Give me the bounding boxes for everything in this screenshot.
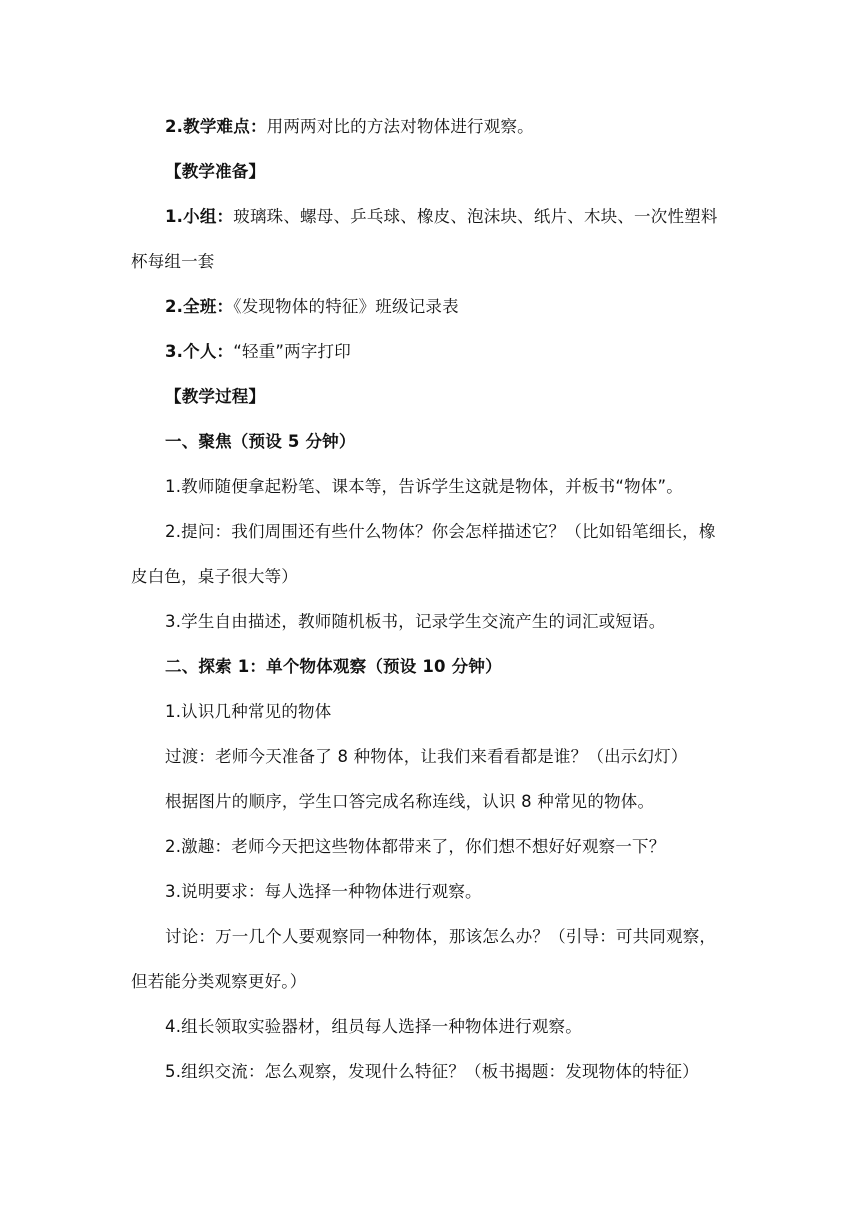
preparation-class-paragraph <box>165 295 459 319</box>
preparation-group-text: 玻璃珠、螺母、乒乓球、橡皮、泡沫块、纸片、木块、一次性塑料 <box>233 207 718 226</box>
preparation-individual-paragraph <box>165 340 351 364</box>
explore-heading: 二、探索 1：单个物体观察（预设 10 分钟） <box>165 657 502 676</box>
difficulty-paragraph <box>165 115 534 139</box>
preparation-individual-label: 3.个人： <box>165 342 234 361</box>
focus-item-1: 1.教师随便拿起粉笔、课本等，告诉学生这就是物体，并板书“物体”。 <box>165 477 683 496</box>
focus-item-3: 3.学生自由描述，教师随机板书，记录学生交流产生的词汇或短语。 <box>165 612 666 631</box>
preparation-group-label: 1.小组： <box>165 207 234 226</box>
preparation-heading: 【教学准备】 <box>165 162 266 181</box>
preparation-group-continuation: 杯每组一套 <box>131 252 215 271</box>
difficulty-label: 2.教学难点： <box>165 117 267 136</box>
preparation-class-label: 2.全班： <box>165 297 234 316</box>
explore-discussion: 讨论：万一几个人要观察同一种物体，那该怎么办？（引导：可共同观察， <box>165 927 717 946</box>
explore-item-2: 2.激趣：老师今天把这些物体都带来了，你们想不想好好观察一下？ <box>165 837 666 856</box>
process-heading: 【教学过程】 <box>165 387 266 406</box>
focus-heading: 一、聚焦（预设 5 分钟） <box>165 432 356 451</box>
preparation-group-paragraph <box>165 205 718 229</box>
explore-transition: 过渡：老师今天准备了 8 种物体，让我们来看看都是谁？（出示幻灯） <box>165 747 688 766</box>
explore-item-4: 4.组长领取实验器材，组员每人选择一种物体进行观察。 <box>165 1017 582 1036</box>
difficulty-text: 用两两对比的方法对物体进行观察。 <box>266 117 534 136</box>
explore-discussion-continuation: 但若能分类观察更好。） <box>131 972 307 991</box>
explore-order: 根据图片的顺序，学生口答完成名称连线，认识 8 种常见的物体。 <box>165 792 655 811</box>
focus-item-2-continuation: 皮白色，桌子很大等） <box>131 567 298 586</box>
explore-item-3: 3.说明要求：每人选择一种物体进行观察。 <box>165 882 482 901</box>
focus-item-2: 2.提问：我们周围还有些什么物体？你会怎样描述它？（比如铅笔细长，橡 <box>165 522 716 541</box>
preparation-class-text: 《发现物体的特征》班级记录表 <box>233 297 459 316</box>
explore-item-1: 1.认识几种常见的物体 <box>165 702 332 721</box>
preparation-individual-text: “轻重”两字打印 <box>233 342 351 361</box>
explore-item-5: 5.组织交流：怎么观察，发现什么特征？（板书揭题：发现物体的特征） <box>165 1062 699 1081</box>
